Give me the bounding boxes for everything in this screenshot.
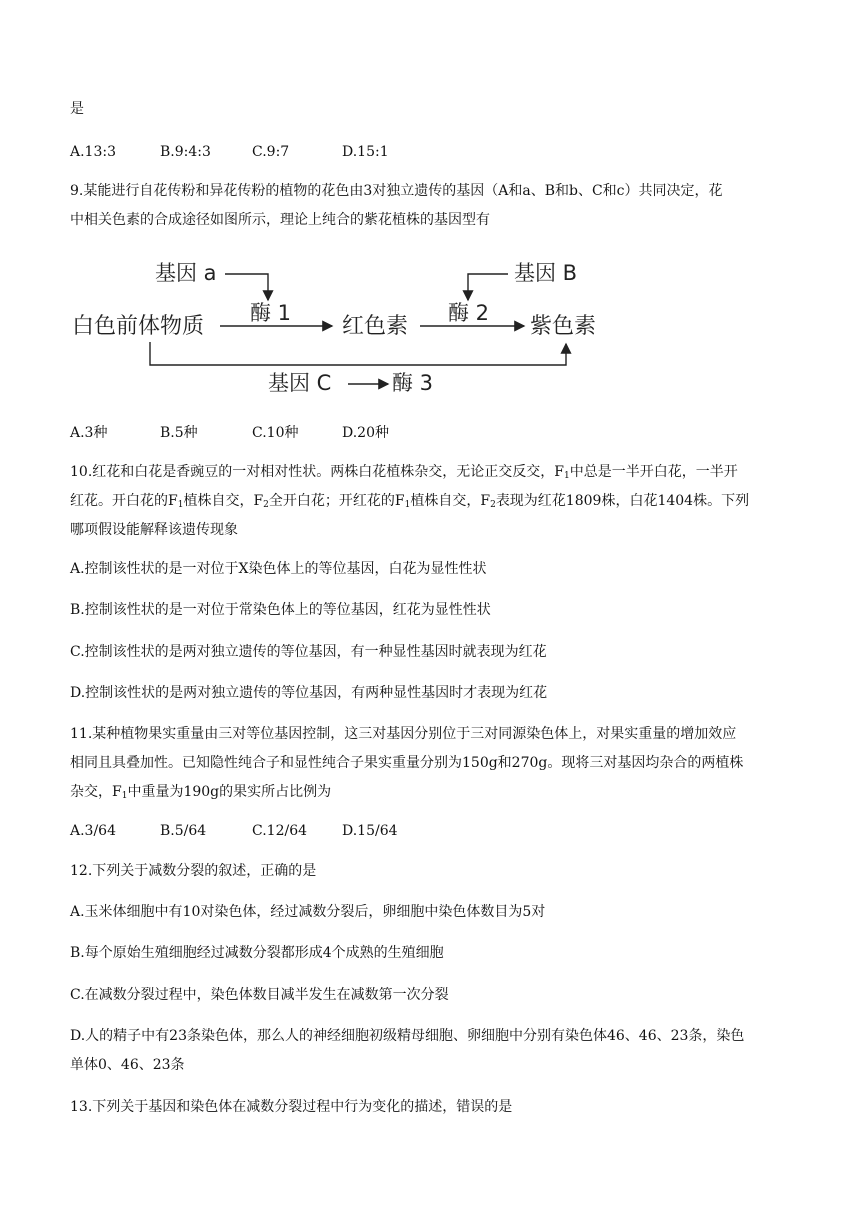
q10-option-c: C.控制该性状的是两对独立遗传的等位基因，有一种显性基因时就表现为红花: [70, 644, 547, 660]
enzyme2-label: 酶 2: [448, 301, 490, 325]
red-pigment-label: 红色素: [342, 314, 409, 339]
q11-stem-line3: 杂交，$F_1$中重量为190g的果实所占比例为: [70, 784, 332, 801]
q12-option-a: A.玉米体细胞中有10对染色体，经过减数分裂后，卵细胞中染色体数目为5对: [70, 904, 546, 920]
precursor-label: 白色前体物质: [72, 314, 205, 339]
q9-option-d: D.20种: [342, 425, 389, 441]
gene-a-label: 基因 a: [155, 261, 217, 285]
q10-option-a: A.控制该性状的是一对位于X染色体上的等位基因，白花为显性性状: [70, 561, 487, 577]
q11-option-d: D.15/64: [342, 823, 398, 839]
gene-b-label: 基因 B: [514, 261, 578, 285]
enzyme3-label: 酶 3: [392, 371, 434, 395]
q13-stem: 13.下列关于基因和染色体在减数分裂过程中行为变化的描述，错误的是: [70, 1099, 513, 1115]
q8-stem-tail: 是: [70, 101, 84, 117]
gene-b-arrow: [468, 274, 508, 300]
gene-c-label: 基因 C: [268, 371, 332, 395]
q11-stem-line2: 相同且具叠加性。已知隐性纯合子和显性纯合子果实重量分别为150g和270g。现将三对基因均杂合的两植株: [70, 755, 744, 771]
q8-option-d: D.15:1: [342, 144, 389, 160]
q12-option-d-line1: D.人的精子中有23条染色体，那么人的神经细胞初级精母细胞、卵细胞中分别有染色体46、46、23条，染色: [70, 1028, 745, 1044]
q8-option-c: C.9:7: [252, 144, 290, 160]
pigment-pathway-diagram: [70, 250, 630, 400]
bypass-path: [150, 342, 566, 365]
q8-option-a: A.13:3: [70, 144, 116, 160]
q10-stem-line1: 10.红花和白花是香豌豆的一对相对性状。两株白花植株杂交，无论正交反交，$F_1$中总是一半开白花，一半开: [70, 464, 738, 481]
q10-stem-line2: 红花。开白花的$F_1$植株自交，$F_2$全开白花；开红花的$F_1$植株自交，$F_2$表现为红花1809株，白花1404株。下列: [70, 493, 750, 510]
q10-option-d: D.控制该性状的是两对独立遗传的等位基因，有两种显性基因时才表现为红花: [70, 685, 548, 701]
q9-stem-line1: 9.某能进行自花传粉和异花传粉的植物的花色由3对独立遗传的基因（A和a、B和b、C和c）共同决定，花: [70, 183, 723, 199]
q11-option-c: C.12/64: [252, 823, 308, 839]
q12-option-b: B.每个原始生殖细胞经过减数分裂都形成4个成熟的生殖细胞: [70, 945, 444, 961]
q11-stem-line1: 11.某种植物果实重量由三对等位基因控制，这三对基因分别位于三对同源染色体上，对果实重量的增加效应: [70, 726, 737, 742]
q10-stem-line3: 哪项假设能解释该遗传现象: [70, 522, 238, 538]
q11-option-b: B.5/64: [160, 823, 207, 839]
q9-option-b: B.5种: [160, 425, 198, 441]
q8-option-b: B.9:4:3: [160, 144, 211, 160]
q12-stem: 12.下列关于减数分裂的叙述，正确的是: [70, 863, 317, 879]
gene-a-arrow: [225, 274, 268, 300]
purple-pigment-label: 紫色素: [530, 314, 597, 339]
q9-stem-line2: 中相关色素的合成途径如图所示，理论上纯合的紫花植株的基因型有: [70, 212, 490, 228]
q12-option-c: C.在减数分裂过程中，染色体数目减半发生在减数第一次分裂: [70, 987, 449, 1003]
q12-option-d-line2: 单体0、46、23条: [70, 1057, 185, 1073]
q9-option-c: C.10种: [252, 425, 299, 441]
enzyme1-label: 酶 1: [250, 301, 292, 325]
q10-option-b: B.控制该性状的是一对位于常染色体上的等位基因，红花为显性性状: [70, 602, 491, 618]
q9-option-a: A.3种: [70, 425, 108, 441]
q11-option-a: A.3/64: [70, 823, 116, 839]
